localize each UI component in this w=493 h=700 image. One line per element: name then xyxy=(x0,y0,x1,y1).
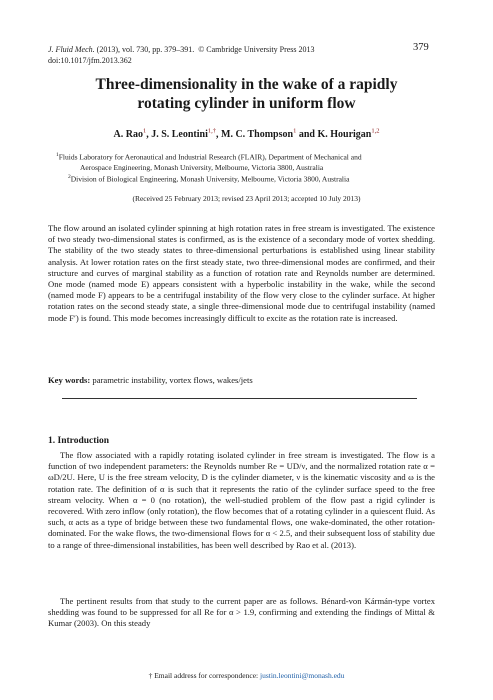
correspondence-email[interactable]: justin.leontini@monash.edu xyxy=(260,671,345,680)
footnote-label: † Email address for correspondence: xyxy=(148,671,259,680)
author-3: M. C. Thompson$^1$ and xyxy=(221,128,318,141)
affiliation-2: $^2$Division of Biological Engineering, Monash University, Melbourne, Victoria 3800, Australia xyxy=(68,174,350,184)
keywords-list: parametric instability, vortex flows, wakes/jets xyxy=(92,375,253,385)
abstract: The flow around an isolated cylinder spinning at high rotation rates in free stream is investigated. The existence of two steady two-dimensional states is confirmed, as is the existence of a secondary mode of vortex shedding. The stability of the two steady states to three-dimensional perturbations is established using linear stability analysis. At lower rotation rates on the first steady state, two three-dimensional modes are confirmed, and their structure and curves of marginal stability as a function of rotation rate and Reynolds number are determined. One mode (named mode E) appears consistent with a hyperbolic instability in the wake, while the second (named mode F) appears to be a centrifugal instability of the flow very close to the cylinder surface. At higher rotation rates on the second steady state, a single three-dimensional mode due to centrifugal instability (named mode F′) is found. This mode becomes increasingly difficult to excite as the rotation rate is increased. xyxy=(48,223,435,323)
keywords xyxy=(48,375,435,385)
copyright-notice: © Cambridge University Press 2013 xyxy=(198,45,315,54)
title-line-2: rotating cylinder in uniform flow xyxy=(137,95,356,112)
affiliation-1: $^1$Fluids Laboratory for Aeronautical and Industrial Research (FLAIR), Department of Mechanical and Aerospace Engineering, Monash University, Melbourne, Victoria 3800, Australia xyxy=(56,152,362,172)
doi: doi:10.1017/jfm.2013.362 xyxy=(48,56,132,65)
author-4: K. Hourigan$^{1,2}$ xyxy=(317,128,380,141)
author-list xyxy=(40,128,453,140)
received-dates: (Received 25 February 2013; revised 23 April 2013; accepted 10 July 2013) xyxy=(132,194,361,203)
journal-header xyxy=(48,44,448,66)
paragraph-1: The flow associated with a rapidly rotating isolated cylinder in free stream is investigated. The flow is a function of two independent parameters: the Reynolds number Re = UD/ν, and the normalized rotation rate α = ωD/2U. Here, U is the free stream velocity, D is the cylinder diameter, ν is the kinematic viscosity and ω is the rotation rate. The definition of α is such that it represents the ratio of the cylinder surface speed to the free stream velocity. When α = 0 (no rotation), the well-studied problem of the flow past a rigid cylinder is recovered. With zero inflow (only rotation), the flow becomes that of a rotating cylinder in a quiescent fluid. As such, α acts as a type of bridge between these two fundamental flows, one wake-dominated, the other rotation-dominated. For the wake flows, the two-dimensional flows for α < 2.5, and their subsequent loss of stability due to a range of three-dimensional instabilities, has been well described by Rao et al. (2013). xyxy=(48,450,435,550)
paragraph-2: The pertinent results from that study to the current paper are as follows. Bénard-von Kármán-type vortex shedding was found to be suppressed for all Re for α > 1.9, confirming and extending the findings of Mittal & Kumar (2003). On this steady xyxy=(48,596,435,629)
journal-name: J. Fluid Mech. xyxy=(48,45,95,54)
citation-details: (2013), vol. 730, pp. 379–391. xyxy=(96,45,195,54)
divider-rule xyxy=(62,398,417,399)
title-line-1: Three-dimensionality in the wake of a rapidly xyxy=(95,76,398,93)
keywords-label: Key words: xyxy=(48,375,91,385)
citation-line xyxy=(48,44,448,55)
author-2: J. S. Leontini$^{1,\dagger}$, xyxy=(151,128,222,141)
page-number: 379 xyxy=(413,42,429,53)
footnote xyxy=(40,671,453,680)
author-1: A. Rao$^1$, xyxy=(113,128,152,141)
section-heading: 1. Introduction xyxy=(48,436,110,446)
paper-title xyxy=(40,75,453,113)
